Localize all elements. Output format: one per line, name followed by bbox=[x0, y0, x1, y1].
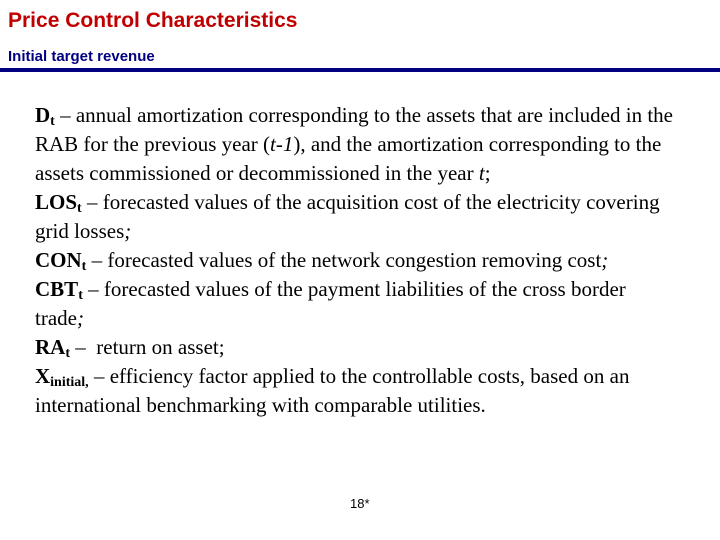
definition-cbt: $CBT_t$ – forecasted values of the payment liabilities of the cross border trade; bbox=[35, 277, 626, 330]
page-number: 18* bbox=[350, 496, 370, 511]
definition-los: $LOS_t$ – forecasted values of the acquisition cost of the electricity covering grid losses; bbox=[35, 190, 660, 243]
symbol-los: $LOS_t$ bbox=[35, 190, 82, 216]
symbol-x: $X_{initial,}$ bbox=[35, 364, 89, 390]
definition-d: $D_t$ – annual amortization corresponding to the assets that are included in the RAB for the previous year (t-1), and the amortization corresponding to the assets commissioned or decommissioned in the year t; bbox=[35, 103, 673, 185]
definition-con: $CON_t$ – forecasted values of the network congestion removing cost; bbox=[35, 248, 609, 274]
symbol-d: $D_t$ bbox=[35, 103, 55, 129]
definition-x: $X_{initial,}$ – efficiency factor applied to the controllable costs, based on an international benchmarking with comparable utilities. bbox=[35, 364, 630, 417]
symbol-ra: $RA_t$ bbox=[35, 335, 71, 361]
slide-title: Price Control Characteristics bbox=[8, 9, 298, 32]
slide-subtitle: Initial target revenue bbox=[8, 48, 155, 65]
title-divider bbox=[0, 68, 720, 72]
symbol-con: $CON_t$ bbox=[35, 248, 87, 274]
symbol-cbt: $CBT_t$ bbox=[35, 277, 83, 303]
definitions-list bbox=[35, 101, 675, 420]
definition-ra: $RA_t$ – return on asset; bbox=[35, 335, 225, 361]
